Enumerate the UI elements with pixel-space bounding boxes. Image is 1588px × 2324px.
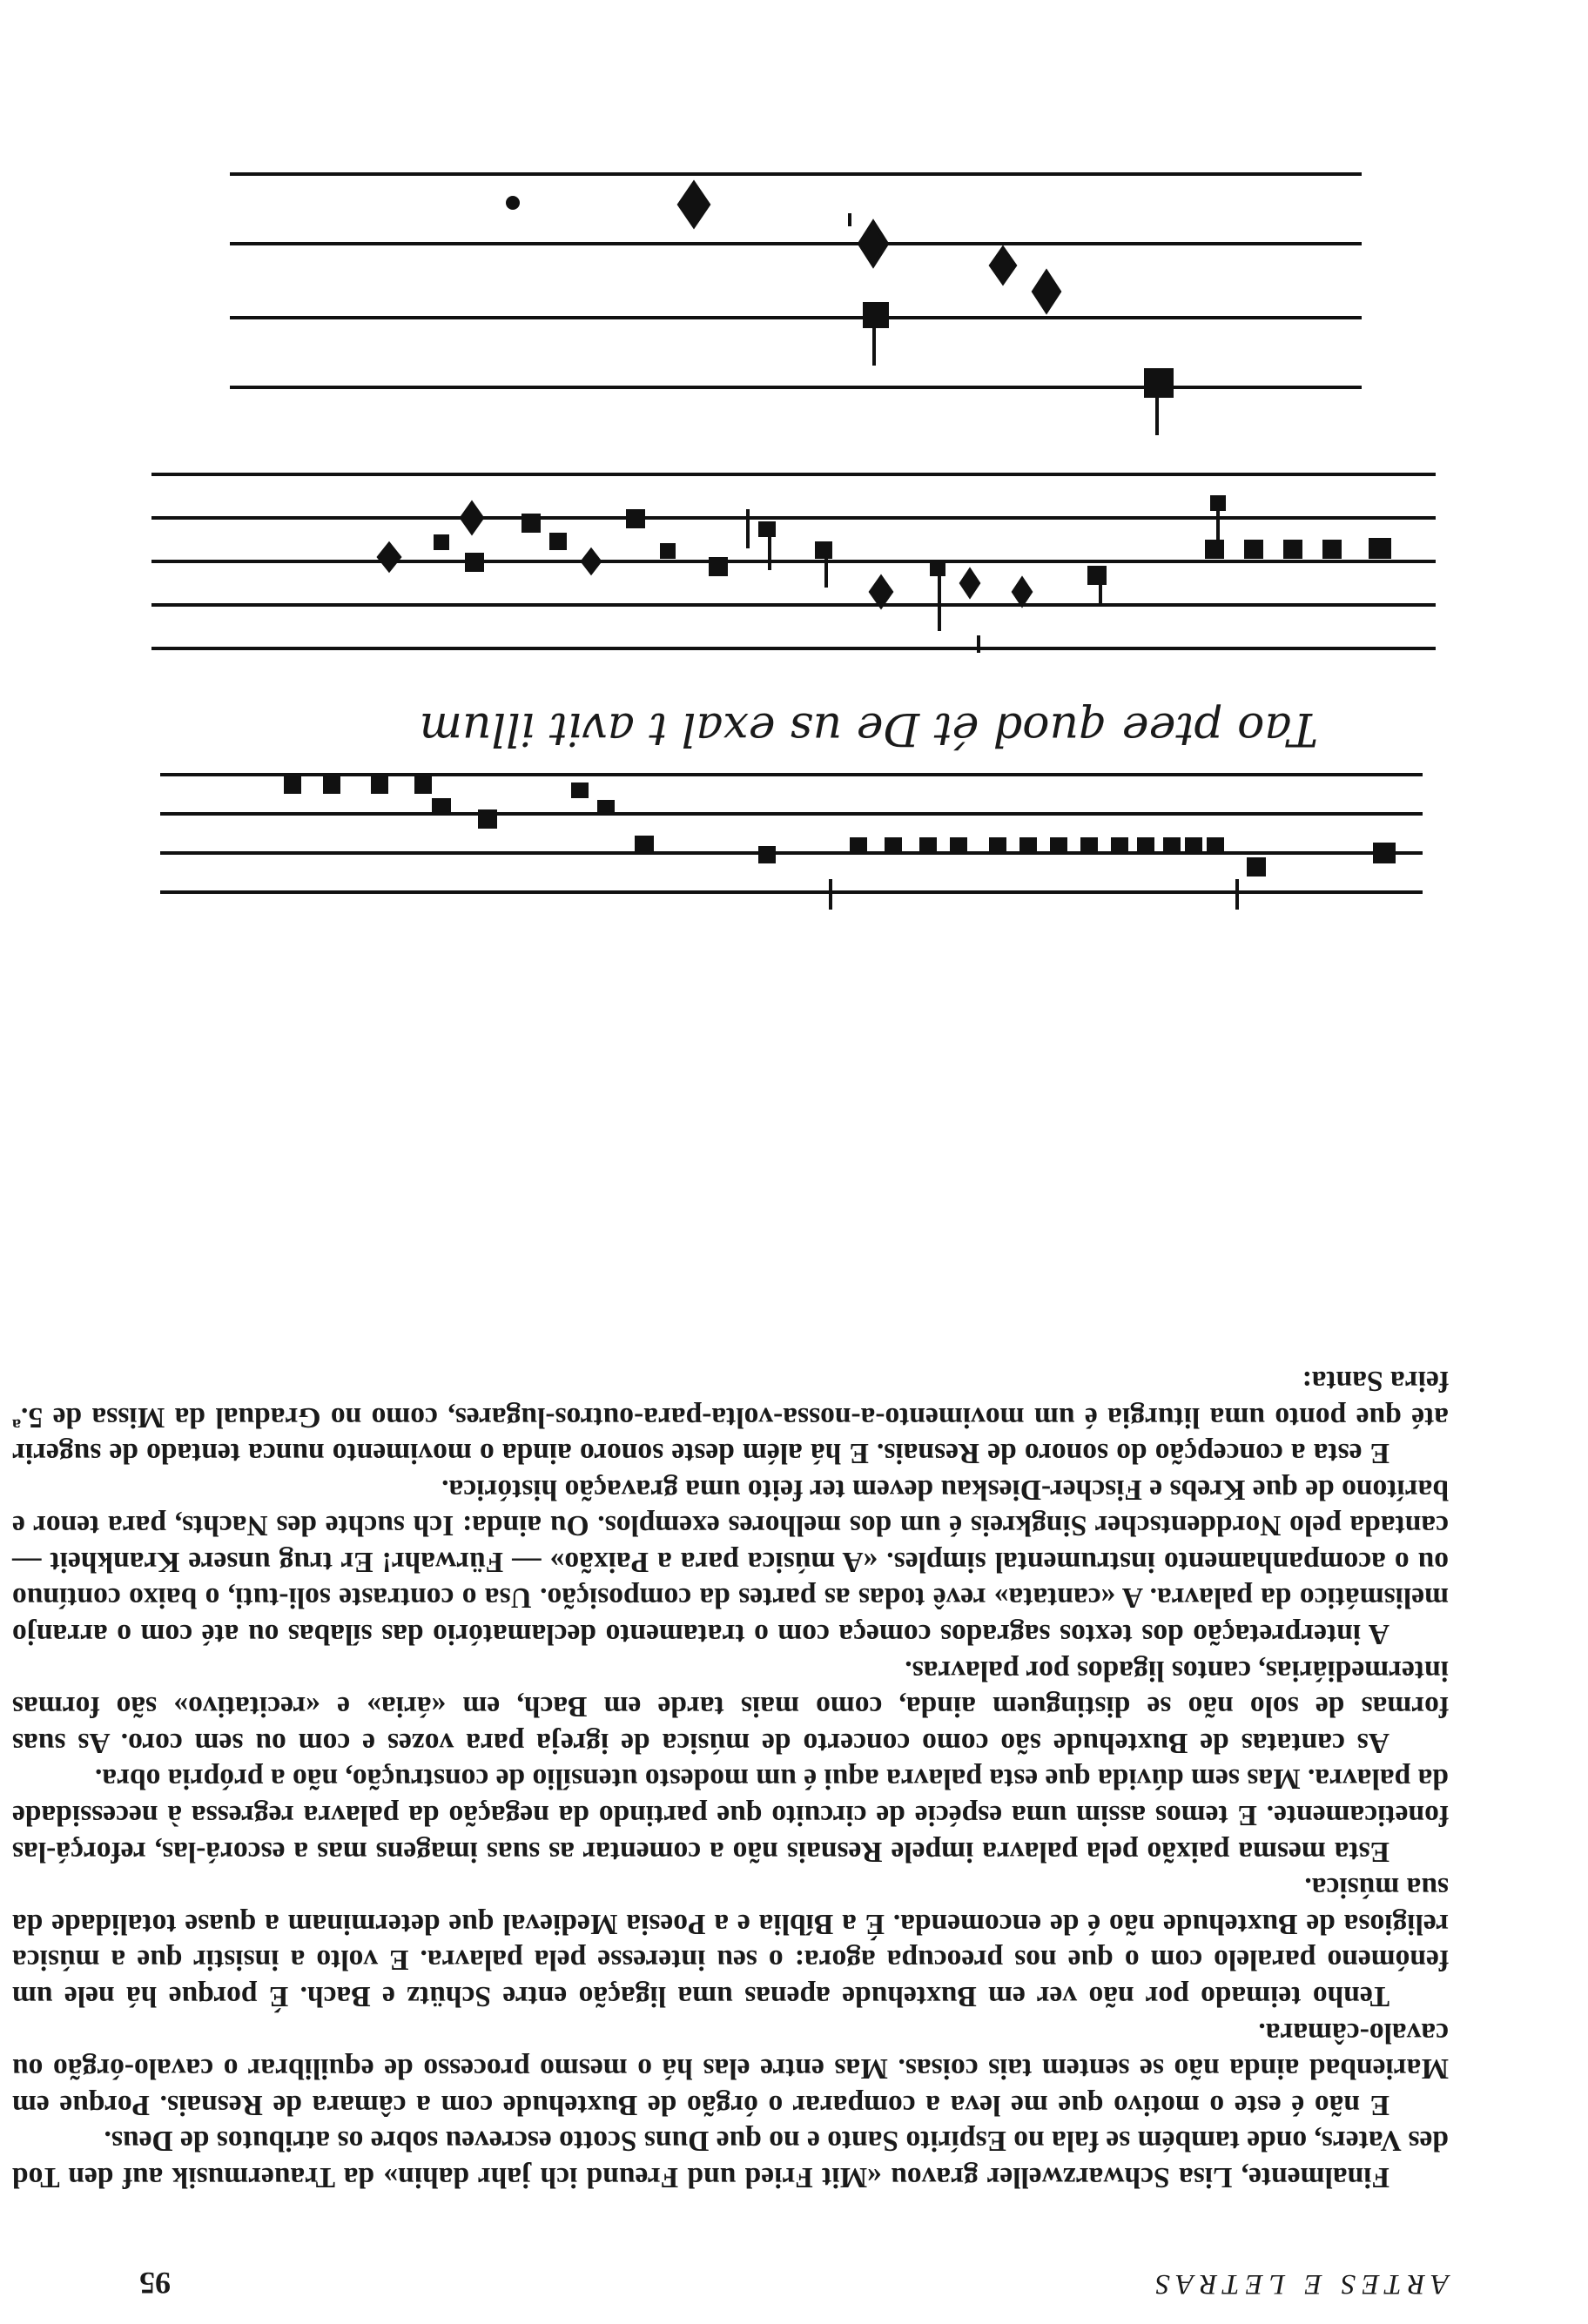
neume (1285, 541, 1301, 557)
neume (523, 515, 539, 531)
rhombus-neume (1033, 272, 1060, 312)
rhombus-neume (461, 503, 482, 533)
neume (1208, 839, 1222, 853)
neume (435, 536, 447, 548)
neume (710, 559, 726, 574)
clef-mark (1370, 540, 1390, 557)
neume (1246, 541, 1262, 557)
rhombus-neume (859, 222, 887, 265)
neume (1082, 839, 1096, 853)
neume (1113, 839, 1127, 853)
dot (506, 196, 520, 210)
neume (636, 837, 652, 853)
neume (952, 839, 966, 853)
neume (1207, 541, 1222, 557)
neume (886, 839, 900, 853)
neume (1165, 839, 1179, 853)
rhombus-neume (679, 183, 709, 226)
neume (1146, 370, 1172, 396)
paragraph: E não é este o motivo que me leva a comparar o órgão de Buxtehude com a câmara de Resnais. Porque em Marienbad ainda não se sentem tais coisas. Mas entre elas há o mesmo processo de equilibrar o cavalo-órgão ou cavalo-câmara. (12, 2016, 1449, 2121)
neume (1089, 568, 1105, 583)
neume (921, 839, 935, 853)
page-number: 95 (139, 2266, 171, 2300)
rhombus-neume (961, 570, 979, 596)
neume (1021, 839, 1035, 853)
rhombus-neume (871, 577, 892, 607)
rhombus-neume (991, 248, 1015, 283)
paragraph: E esta a concepção do sonoro de Resnais. E há além deste sonoro ainda o movimento nunca tentado de sugerir até que ponto uma liturgia é um movimento-a-nossa-volta-para-outros-lugares, como no Gradual da Missa de 5.ª feira Santa: (12, 1364, 1449, 1470)
neume (373, 778, 387, 792)
staff-3 (230, 174, 1362, 435)
neume (628, 511, 643, 527)
neume (991, 839, 1005, 853)
neume (551, 534, 565, 548)
clef-mark (1375, 844, 1394, 862)
neume (932, 562, 944, 574)
neume (1248, 859, 1264, 875)
running-head: ARTES E LETRAS (1149, 2268, 1449, 2300)
staff-1 (160, 775, 1423, 910)
paragraph: Tenho teimado por não ver em Buxtehude apenas uma ligação entre Schütz e Bach. É porque há nele um fenómeno paralelo com o que nos preocupa agora: o seu interesse pela palavra. E volto a insistir que a música religiosa de Buxtehude não é de encomenda. É a Bíblia e a Poesia Medieval que determinam a quase totalidade da sua música. (12, 1871, 1449, 2013)
neume (662, 545, 674, 557)
neume (1187, 839, 1201, 853)
staff-2 (151, 474, 1436, 653)
paragraph: A interpretação dos textos sagrados começa com o tratamento declamatório das sílabas ou até com o arranjo melismático da palavra. A «cantata» revê todas as partes da composição. Usa o contraste soli-tuti, o baixo contínuo ou o acompanhamento instrumental simples. «A música para a Paixão» — Fürwahr! Er trug unsere Krankheit — cantada pelo Norddentscher Singkreis é um dos melhores exemplos. Ou ainda: Ich suchte des Nachts, para tenor e barítono de que Krebs e Fischer-Dieskau devem ter feito uma gravação histórica. (12, 1473, 1449, 1651)
neume (760, 848, 774, 862)
neume (1139, 839, 1153, 853)
neume (480, 811, 495, 827)
neume (1324, 541, 1340, 557)
neume (760, 523, 774, 535)
neume (851, 839, 865, 853)
neume (599, 802, 613, 814)
neume (416, 778, 430, 792)
neume (1052, 839, 1066, 853)
paragraph: Esta mesma paixão pela palavra impele Resnais não a comentar as suas imagens mas a escorá-las, reforçá-las foneticamente. E temos assim uma espécie de circuito que partindo da negação da palavra regressa à necessidade da palavra. Mas sem dúvida que esta palavra aqui é um modesto utensílio de construção, não a própria obra. (12, 1763, 1449, 1868)
rhombus-neume (582, 550, 600, 573)
neume (573, 784, 587, 796)
neume (434, 800, 449, 814)
paragraph: Finalmente, Lisa Schwarzweller gravou «Mit Fried und Freund ich jahr dahin» da Trauermusik auf den Tod des Vaters, onde também se fala no Espírito Santo e no que Duns Scotto escreveu sobre os atributos de Deus. (12, 2125, 1449, 2193)
neume (1212, 497, 1224, 509)
neume (286, 778, 299, 792)
neume (865, 304, 887, 326)
rhombus-neume (379, 544, 400, 570)
paragraph: As cantatas de Buxtehude são como concerto de música de igreja para vozes e com ou sem coro. As suas formas de solo não se distinguem ainda, como mais tarde em Bach, em «ária» e «recitativo» são formas intermediárias, cantos ligados por palavras. (12, 1654, 1449, 1759)
rhombus-neume (1013, 579, 1031, 605)
neume (817, 543, 831, 557)
chant-lyric: Tao ptee quod ét De us exal t avit illum (419, 702, 1318, 755)
neume (325, 778, 339, 792)
neume (467, 554, 482, 570)
